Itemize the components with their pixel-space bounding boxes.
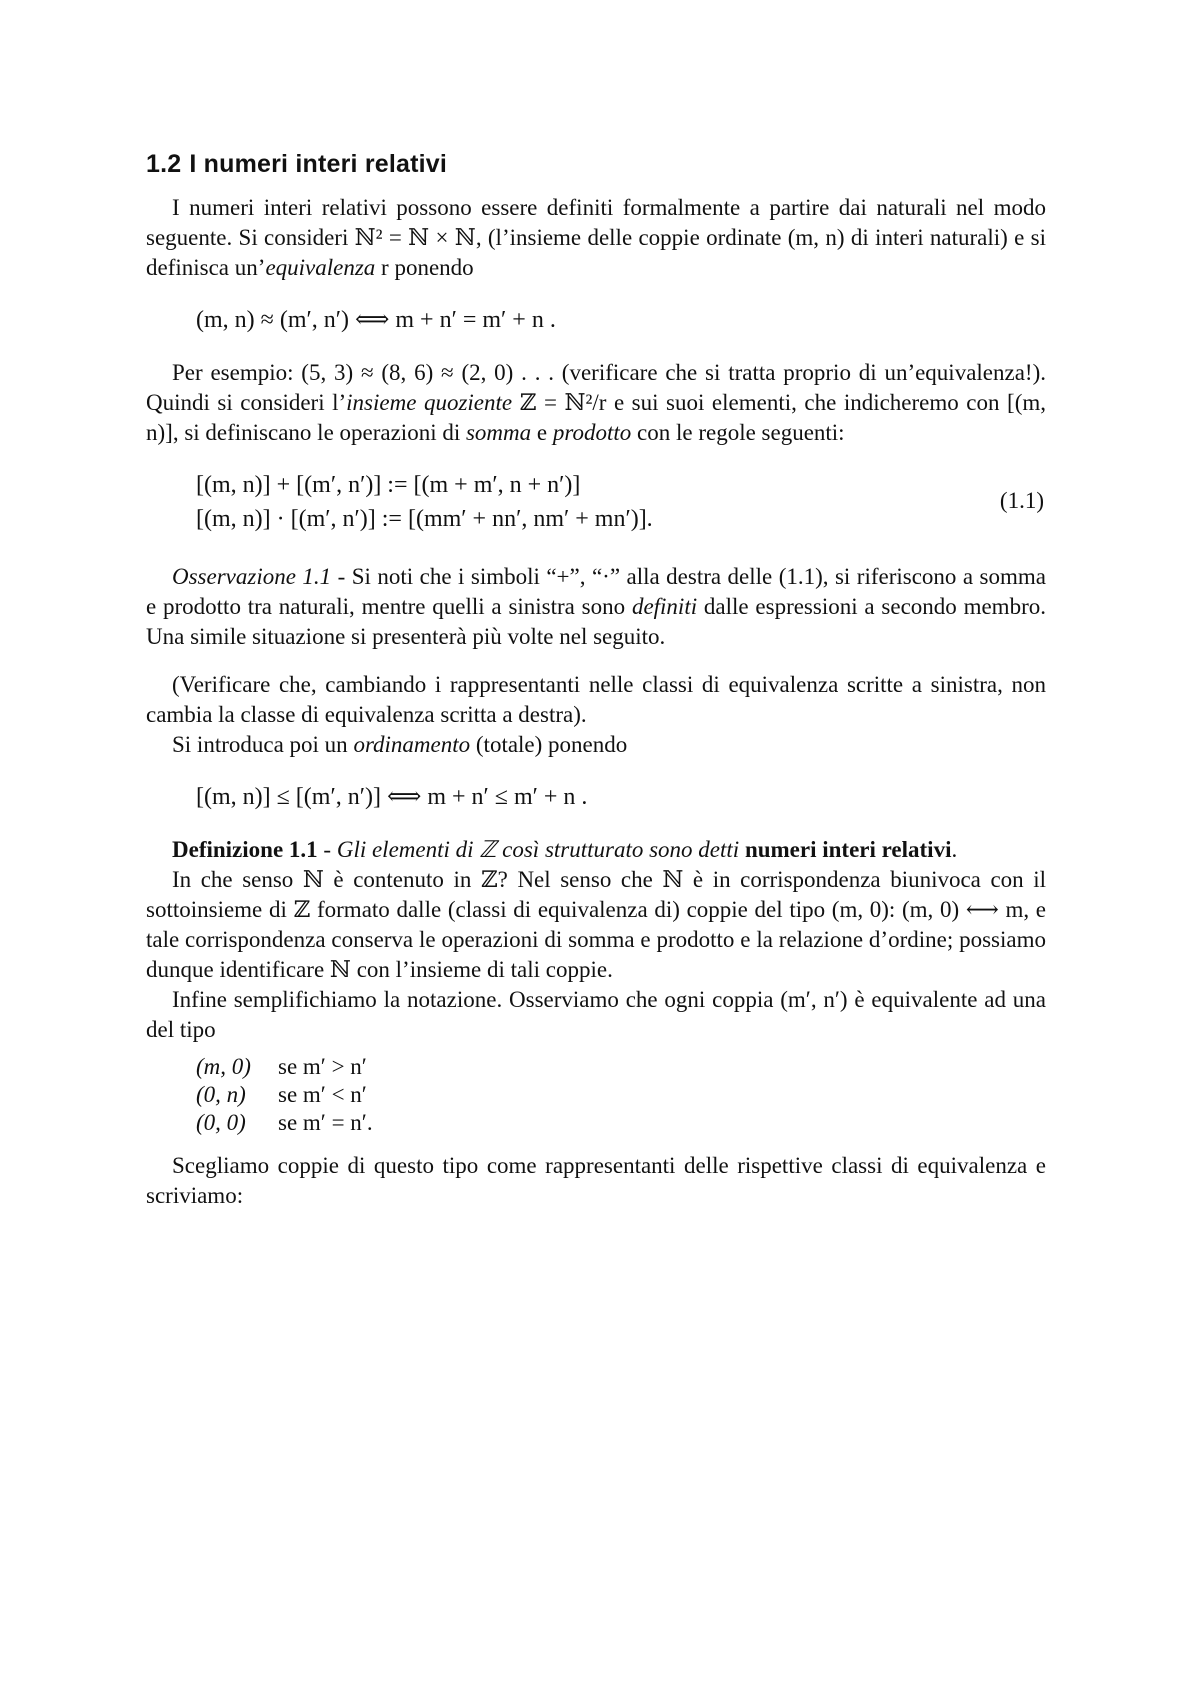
section-title-text: I numeri interi relativi (189, 150, 448, 178)
definition-label: Definizione 1.1 (172, 837, 318, 862)
equation-equivalence: (m, n) ≈ (m′, n′) ⟺ m + n′ = m′ + n . (196, 307, 556, 333)
emphasis: definiti (631, 594, 698, 619)
cases-list (196, 1053, 1046, 1137)
text: - (317, 837, 337, 862)
equation-order: [(m, n)] ≤ [(m′, n′)] ⟺ m + n′ ≤ m′ + n . (196, 784, 588, 810)
text: - Si noti che i simboli “+”, “·” alla destra delle (1.1), si riferiscono a somma e prodotto tra naturali, mentre quelli a sinistra sono (146, 564, 1046, 619)
equation-number: (1.1) (999, 488, 1044, 513)
paragraph-verify: (Verificare che, cambiando i rappresentanti nelle classi di equivalenza scritte a sinistra, non cambia la classe di equivalenza scritta a destra). (146, 672, 1046, 727)
text: I numeri interi relativi possono essere definiti formalmente a partire dai naturali nel modo seguente. Si consideri ℕ² = ℕ × ℕ, (l’insieme delle coppie ordinate (m, n) di interi naturali) e si definisca un’ (146, 195, 1046, 280)
equation-sum: [(m, n)] + [(m′, n′)] := [(m + m′, n + n′)] (196, 472, 581, 498)
emphasis: ordinamento (353, 732, 471, 757)
text: e (531, 420, 553, 445)
text: . (951, 837, 958, 862)
paragraph-definition-intro (146, 193, 1046, 283)
emphasis: equivalenza (265, 255, 376, 280)
emphasis: Gli elementi di ℤ così strutturato sono detti (336, 837, 740, 862)
paragraph-inclusion: In che senso ℕ è contenuto in ℤ? Nel senso che ℕ è in corrispondenza biunivoca con il sottoinsieme di ℤ formato dalle (classi di equivalenza di) coppie del tipo (m, 0): (m, 0) ⟷ m, e tale corrispondenza conserva le operazioni di somma e prodotto e la relazione d’ordine; possiamo dunque identificare ℕ con l’insieme di tali coppie. (146, 867, 1046, 982)
remark-paragraph (146, 562, 1046, 652)
emphasis: prodotto (552, 420, 632, 445)
case-pair: (0, n) (196, 1082, 246, 1107)
page (146, 150, 1046, 1211)
paragraph-example (146, 358, 1046, 448)
text: dalle espressioni a secondo membro. Una simile situazione si presenterà più volte nel seguito. (146, 594, 1046, 649)
equation-product: [(m, n)] · [(m′, n′)] := [(mm′ + nn′, nm′ + mn′)]. (196, 506, 653, 532)
case-condition: se m′ < n′ (278, 1082, 367, 1107)
text: Si introduca poi un (172, 732, 354, 757)
case-row (196, 1109, 1046, 1137)
text: ℤ = ℕ²/r e sui suoi elementi, che indicheremo con [(m, n)], si definiscano le operazioni di (146, 390, 1046, 445)
emphasis: insieme quoziente (346, 390, 513, 415)
case-condition: se m′ > n′ (278, 1054, 367, 1079)
case-pair: (0, 0) (196, 1110, 246, 1135)
case-row (196, 1081, 1046, 1109)
paragraph-notation: Infine semplifichiamo la notazione. Osserviamo che ogni coppia (m′, n′) è equivalente ad una del tipo (146, 987, 1046, 1042)
definition-paragraph (146, 835, 1046, 865)
case-row (196, 1053, 1046, 1081)
section-title (146, 150, 1046, 179)
paragraph-representatives: Scegliamo coppie di questo tipo come rappresentanti delle rispettive classi di equivalenza e scriviamo: (146, 1153, 1046, 1208)
equation-operations (146, 472, 1046, 536)
emphasis: somma (465, 420, 532, 445)
text: r ponendo (375, 255, 474, 280)
case-condition: se m′ = n′. (278, 1110, 373, 1135)
text: Per esempio: (5, 3) ≈ (8, 6) ≈ (2, 0) . . . (verificare che si tratta proprio di un’equivalenza!). Quindi si consideri l’ (146, 360, 1046, 415)
remark-label: Osservazione 1.1 (172, 564, 332, 589)
paragraph-ordering (146, 730, 1046, 760)
text: con le regole seguenti: (631, 420, 845, 445)
case-pair: (m, 0) (196, 1054, 251, 1079)
section-number: 1.2 (146, 150, 182, 178)
text: (totale) ponendo (470, 732, 628, 757)
defined-term: numeri interi relativi (739, 837, 952, 862)
